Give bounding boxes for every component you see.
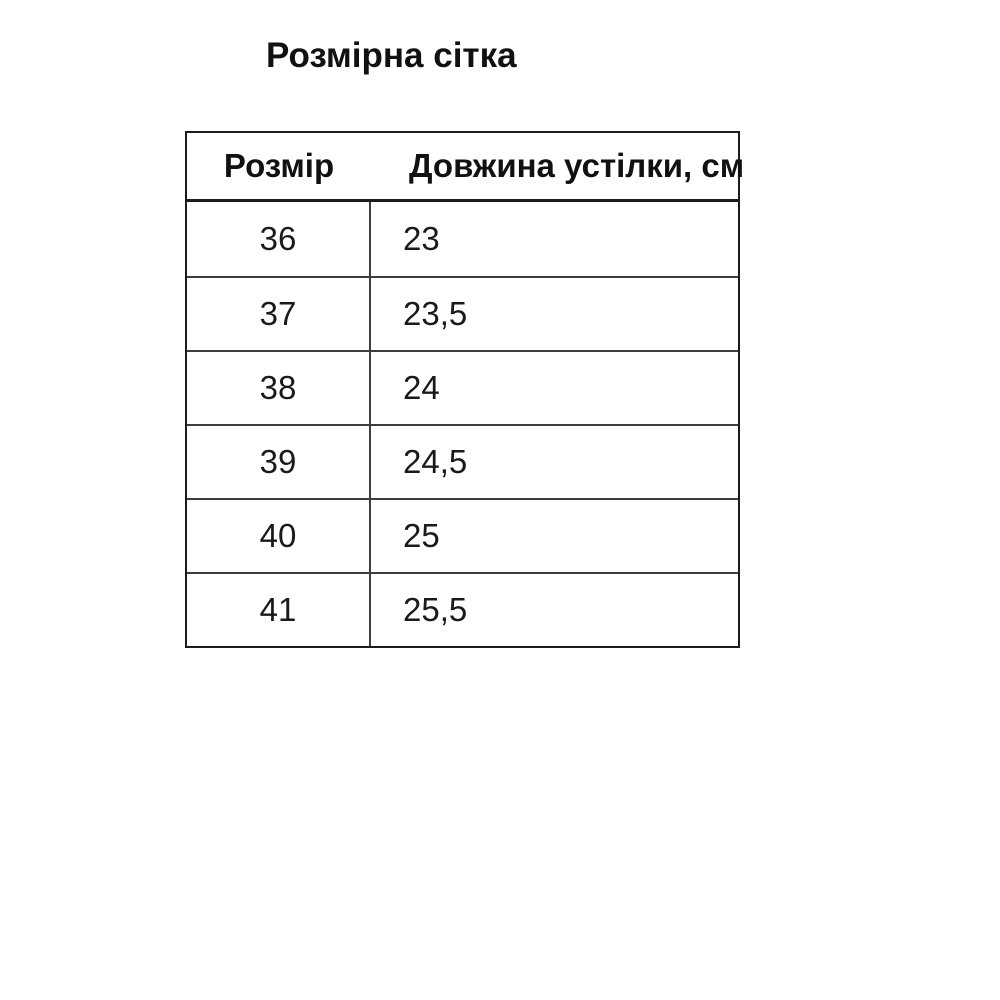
table-row: [187, 276, 738, 350]
length-value: 25,5: [403, 591, 468, 628]
page-title: Розмірна сітка: [266, 36, 517, 75]
size-value: 37: [187, 278, 371, 350]
length-value: 24,5: [403, 443, 468, 480]
table-row: [187, 350, 738, 424]
size-value: 36: [187, 202, 371, 276]
table-row: [187, 202, 738, 276]
table-row: [187, 572, 738, 646]
size-value: 39: [187, 426, 371, 498]
length-value: 24: [403, 369, 440, 406]
size-value: 40: [187, 500, 371, 572]
header-size: Розмір: [223, 147, 335, 184]
length-value: 23: [403, 220, 440, 257]
table-header-row: [187, 133, 745, 202]
header-insole-length: Довжина устілки, см: [409, 147, 745, 184]
size-table: [185, 131, 745, 648]
length-value: 25: [403, 517, 440, 554]
length-value: 23,5: [403, 295, 468, 332]
size-value: 38: [187, 352, 371, 424]
table-row: [187, 424, 738, 498]
size-value: 41: [187, 574, 371, 646]
table-row: [187, 498, 738, 572]
